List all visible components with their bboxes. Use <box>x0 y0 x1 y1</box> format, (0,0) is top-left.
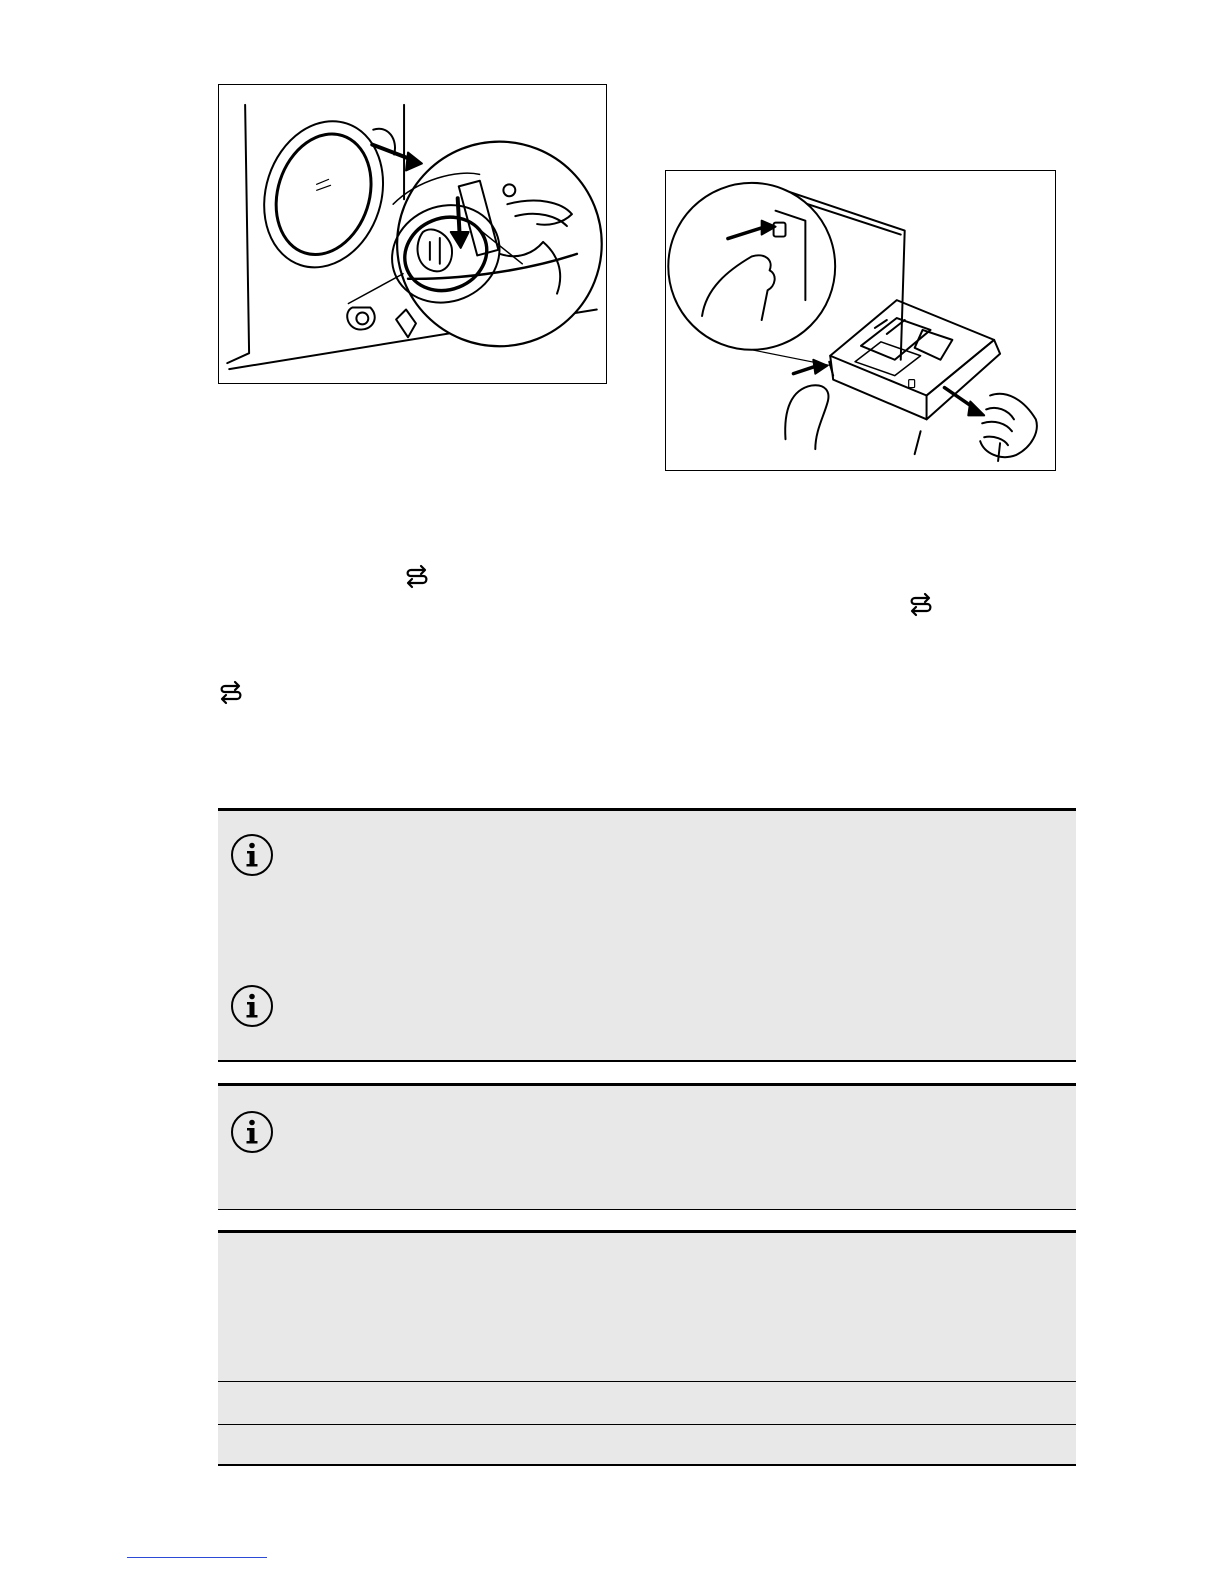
info-icon <box>230 1110 274 1154</box>
drain-filter-illustration <box>218 84 607 384</box>
info-note-box <box>218 808 1076 1062</box>
dispenser-removal-illustration <box>665 170 1056 471</box>
data-table <box>218 1230 1076 1466</box>
info-icon <box>230 833 274 877</box>
cycle-arrows-icon <box>402 562 432 592</box>
table-row-divider <box>218 1381 1076 1382</box>
footer-link-underline[interactable] <box>127 1557 267 1558</box>
info-icon <box>230 984 274 1028</box>
table-row-divider <box>218 1424 1076 1425</box>
cycle-arrows-icon <box>216 678 246 708</box>
info-note-box <box>218 1083 1076 1210</box>
cycle-arrows-icon <box>906 590 936 620</box>
